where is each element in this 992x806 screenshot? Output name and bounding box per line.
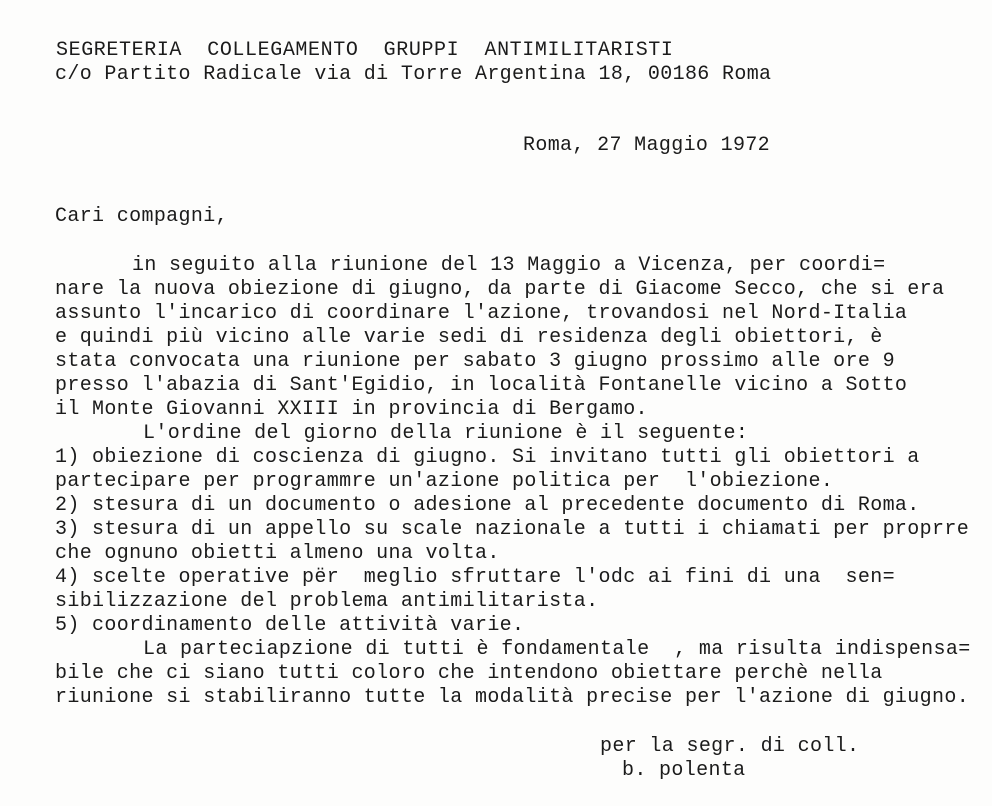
signature-name: b. polenta bbox=[622, 759, 746, 782]
agenda-item: 4) scelte operative për meglio sfruttare l'odc ai fini di una sen= bbox=[55, 566, 895, 589]
body-line: bile che ci siano tutti coloro che intendono obiettare perchè nella bbox=[55, 662, 883, 685]
body-line: nare la nuova obiezione di giugno, da parte di Giacome Secco, che si era bbox=[55, 278, 945, 301]
body-line: La parteciapzione di tutti è fondamentale , ma risulta indispensa= bbox=[143, 638, 971, 661]
body-line: L'ordine del giorno della riunione è il seguente: bbox=[143, 422, 749, 445]
body-line: stata convocata una riunione per sabato 3 giugno prossimo alle ore 9 bbox=[55, 350, 895, 373]
body-line: assunto l'incarico di coordinare l'azione, trovandosi nel Nord-Italia bbox=[55, 302, 908, 325]
agenda-item: 5) coordinamento delle attività varie. bbox=[55, 614, 525, 637]
body-line: il Monte Giovanni XXIII in provincia di Bergamo. bbox=[55, 398, 648, 421]
body-line: riunione si stabiliranno tutte la modalità precise per l'azione di giugno. bbox=[55, 686, 970, 709]
salutation: Cari compagni, bbox=[55, 205, 228, 228]
agenda-item: che ognuno obietti almeno una volta. bbox=[55, 542, 500, 565]
closing-line: per la segr. di coll. bbox=[600, 735, 860, 758]
organization-name: SEGRETERIA COLLEGAMENTO GRUPPI ANTIMILITARISTI bbox=[56, 39, 674, 62]
agenda-item: 1) obiezione di coscienza di giugno. Si invitano tutti gli obiettori a bbox=[55, 446, 920, 469]
body-line: in seguito alla riunione del 13 Maggio a Vicenza, per coordi= bbox=[132, 254, 886, 277]
letter-date: Roma, 27 Maggio 1972 bbox=[523, 134, 771, 157]
body-line: e quindi più vicino alle varie sedi di residenza degli obiettori, è bbox=[55, 326, 883, 349]
agenda-item: 2) stesura di un documento o adesione al precedente documento di Roma. bbox=[55, 494, 920, 517]
agenda-item: sibilizzazione del problema antimilitarista. bbox=[55, 590, 599, 613]
organization-address: c/o Partito Radicale via di Torre Argentina 18, 00186 Roma bbox=[55, 63, 772, 86]
agenda-item: partecipare per programmre un'azione politica per l'obiezione. bbox=[55, 470, 834, 493]
agenda-item: 3) stesura di un appello su scale nazionale a tutti i chiamati per proprre bbox=[55, 518, 970, 541]
body-line: presso l'abazia di Sant'Egidio, in località Fontanelle vicino a Sotto bbox=[55, 374, 908, 397]
